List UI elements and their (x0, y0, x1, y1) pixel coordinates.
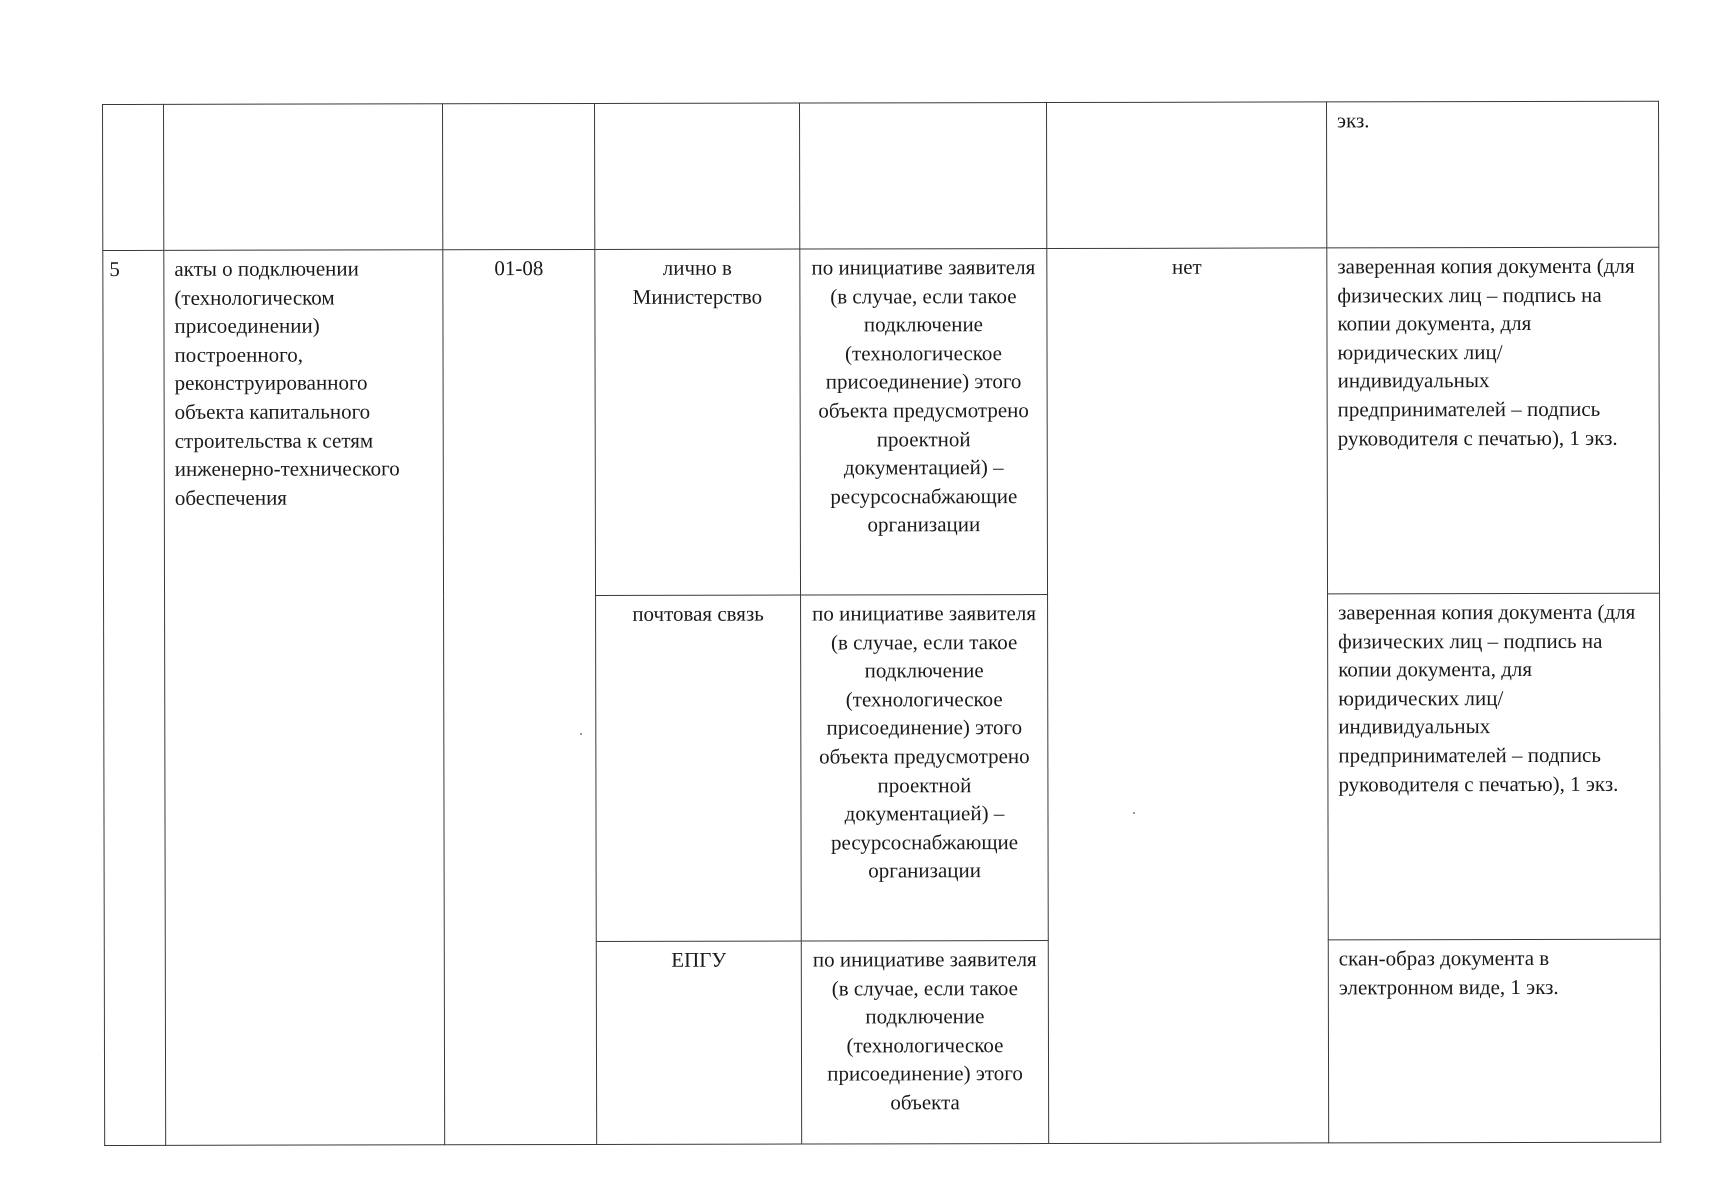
table-row-continuation (103, 101, 1659, 250)
document-name: акты о подключении (технологическом присоединении) построенного, реконструированного объекта капитального строительства к сетям инженерно-технического обеспечения (164, 250, 445, 1146)
row-number: 5 (103, 250, 166, 1145)
cell-source-empty (799, 103, 1046, 250)
method-epgu: ЕПГУ (596, 941, 801, 1144)
document-code: 01-08 (443, 249, 597, 1144)
form-personal: заверенная копия документа (для физических лиц – подпись на копии документа, для юридических лиц/индивидуальных предпринимателей – подпись руководителя с печатью), 1 экз. (1327, 247, 1660, 594)
scan-speck (1133, 812, 1135, 814)
cell-code-empty (443, 103, 595, 249)
cell-number-empty (103, 104, 164, 250)
source-epgu: по инициативе заявителя (в случае, если такое подключение (технологическое присоединение) этого объекта (801, 941, 1048, 1145)
form-epgu: скан-образ документа в электронном виде, 1 экз. (1328, 939, 1660, 1143)
method-personal: лично в Министерство (595, 249, 801, 595)
scan-speck (580, 733, 582, 735)
cell-method-empty (594, 103, 799, 249)
cell-document-empty (164, 104, 443, 251)
copies-tail-text: экз. (1337, 108, 1370, 133)
documents-table (102, 101, 1661, 1146)
cell-original-empty (1046, 102, 1326, 249)
form-mail: заверенная копия документа (для физических лиц – подпись на копии документа, для юридических лиц/индивидуальных предпринимателей – подпись руководителя с печатью), 1 экз. (1328, 593, 1661, 940)
source-personal: по инициативе заявителя (в случае, если такое подключение (технологическое присоединение) этого объекта предусмотрено проектной документацией) – ресурсоснабжающие организации (800, 249, 1048, 596)
need-original: нет (1047, 248, 1329, 1144)
cell-form-continuation (1326, 101, 1658, 248)
source-mail: по инициативе заявителя (в случае, если такое подключение (технологическое присоединение) этого объекта предусмотрено проектной документацией) – ресурсоснабжающие организации (801, 595, 1049, 942)
method-mail: почтовая связь (596, 595, 802, 941)
table-row-5-personal (103, 247, 1660, 596)
